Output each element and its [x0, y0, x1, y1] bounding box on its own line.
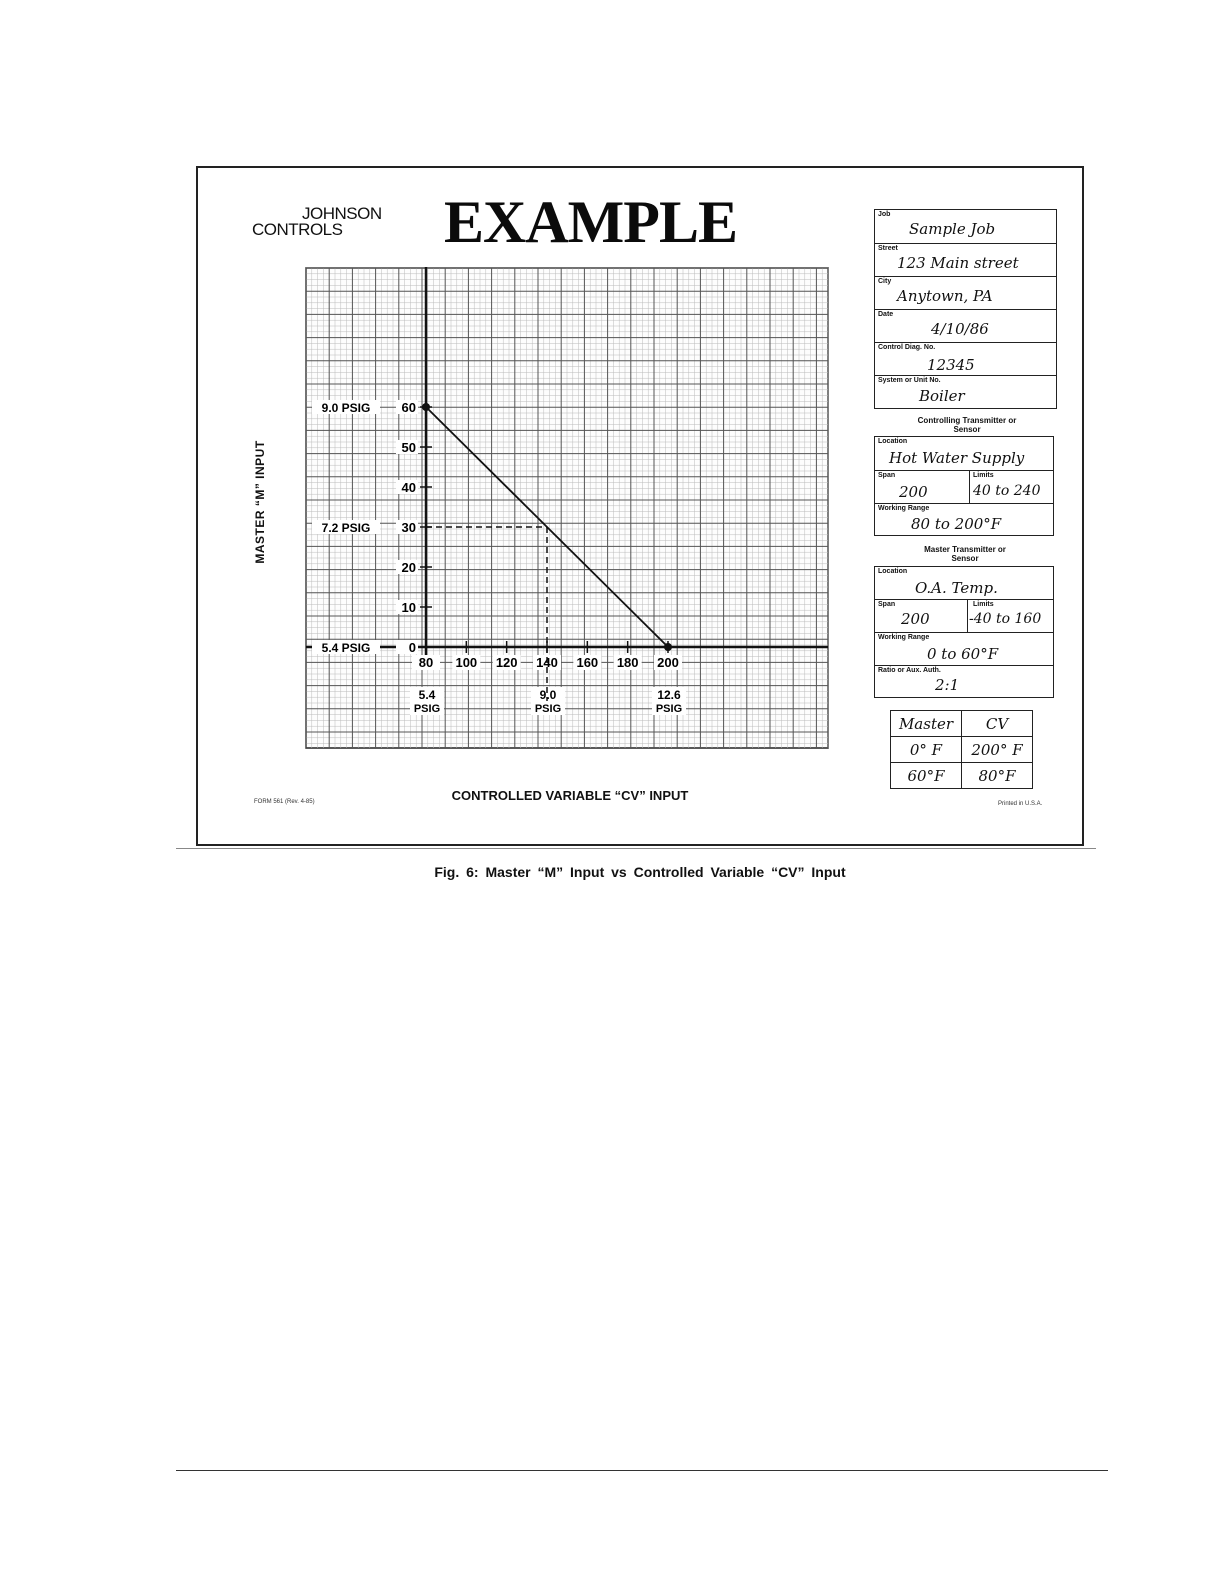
reset-chart	[250, 262, 840, 762]
ct-limits-value: 40 to 240	[973, 483, 1041, 499]
y-tick-label: 10	[401, 600, 416, 615]
y-tick-label: 40	[401, 480, 416, 495]
mt-limits-value: -40 to 160	[969, 611, 1042, 627]
x-psig-value: 9.0	[539, 688, 557, 702]
table-header-cv: CV	[962, 711, 1033, 737]
table-cell: 80°F	[962, 763, 1033, 789]
data-point	[422, 403, 430, 411]
form-number: FORM 561 (Rev. 4-85)	[254, 799, 315, 805]
divider	[176, 848, 1096, 849]
job-label: Job	[878, 211, 891, 218]
footer-rule	[176, 1470, 1108, 1471]
diagram-number-value: 12345	[927, 356, 975, 374]
x-tick-label: 180	[616, 655, 639, 670]
example-title: EXAMPLE	[444, 189, 737, 255]
x-psig-value: 5.4	[418, 688, 436, 702]
y-psig-label: 7.2 PSIG	[321, 521, 371, 535]
x-tick-label: 120	[495, 655, 518, 670]
mt-ratio-value: 2:1	[935, 676, 960, 694]
x-tick-label: 200	[657, 655, 679, 670]
master-transmitter-box	[874, 566, 1054, 698]
figure-caption: Fig. 6: Master “M” Input vs Controlled Variable “CV” Input	[434, 864, 846, 880]
x-tick-label: 140	[536, 655, 558, 670]
date-value: 4/10/86	[931, 320, 989, 338]
x-psig-unit: PSIG	[413, 703, 441, 715]
table-header-master: Master	[891, 711, 962, 737]
y-psig-label: 9.0 PSIG	[321, 401, 371, 415]
job-info-box	[874, 209, 1057, 409]
ct-location-cell	[875, 437, 1053, 471]
street-value: 123 Main street	[897, 254, 1019, 272]
controlling-transmitter-title: Controlling Transmitter or Sensor	[917, 416, 1017, 434]
ct-limits-label: Limits	[973, 472, 994, 479]
x-psig-unit: PSIG	[655, 703, 683, 715]
ct-span-cell	[875, 471, 1053, 504]
y-tick-label: 20	[401, 560, 416, 575]
x-tick-label: 160	[576, 655, 599, 670]
street-label: Street	[878, 245, 898, 252]
mt-location-cell	[875, 567, 1053, 600]
x-psig-unit: PSIG	[534, 703, 562, 715]
street-cell	[875, 244, 1056, 277]
table-row	[891, 763, 1033, 789]
city-cell	[875, 277, 1056, 310]
mt-working-range-cell	[875, 633, 1053, 666]
system-label: System or Unit No.	[878, 377, 941, 384]
y-axis-label: MASTER “M” INPUT	[253, 440, 267, 564]
ct-working-range-cell	[875, 504, 1053, 535]
table-cell: 0° F	[891, 737, 962, 763]
job-value: Sample Job	[909, 220, 996, 238]
mt-span-label: Span	[878, 601, 896, 608]
mt-ratio-cell	[875, 666, 1053, 697]
data-point	[664, 643, 672, 651]
table-cell: 60°F	[891, 763, 962, 789]
system-cell	[875, 376, 1056, 408]
y-psig-label: 5.4 PSIG	[321, 641, 371, 655]
ct-location-value: Hot Water Supply	[889, 449, 1025, 467]
x-tick-label: 80	[418, 655, 434, 670]
mt-working-range-label: Working Range	[878, 634, 930, 641]
mt-location-label: Location	[878, 568, 908, 575]
controlling-transmitter-box	[874, 436, 1054, 536]
mt-location-value: O.A. Temp.	[915, 579, 998, 597]
logo-line-1: JOHNSON	[302, 204, 382, 223]
date-cell	[875, 310, 1056, 343]
ct-span-label: Span	[878, 472, 896, 479]
y-tick-label: 30	[401, 520, 416, 535]
x-tick-label: 100	[455, 655, 478, 670]
logo-line-2: CONTROLS	[252, 220, 343, 239]
mt-ratio-label: Ratio or Aux. Auth.	[878, 667, 941, 674]
ct-location-label: Location	[878, 438, 908, 445]
x-axis-label: CONTROLLED VARIABLE “CV” INPUT	[451, 788, 689, 803]
mt-span-value: 200	[901, 610, 930, 628]
mt-limits-label: Limits	[973, 601, 994, 608]
city-value: Anytown, PA	[897, 287, 993, 305]
diagram-number-cell	[875, 343, 1056, 376]
ct-working-range-value: 80 to 200°F	[911, 515, 1002, 533]
table-row	[891, 711, 1033, 737]
johnson-controls-logo	[252, 204, 412, 244]
mt-divider	[967, 600, 968, 633]
reset-schedule-table	[890, 710, 1033, 789]
table-cell: 200° F	[962, 737, 1033, 763]
job-cell	[875, 210, 1056, 244]
diagram-number-label: Control Diag. No.	[878, 344, 936, 351]
mt-span-cell	[875, 600, 1053, 633]
city-label: City	[878, 278, 892, 285]
ct-divider	[969, 471, 970, 504]
system-value: Boiler	[919, 387, 965, 405]
date-label: Date	[878, 311, 894, 318]
mt-working-range-value: 0 to 60°F	[927, 645, 999, 663]
ct-span-value: 200	[899, 483, 928, 501]
y-tick-label: 60	[401, 400, 416, 415]
printed-note: Printed in U.S.A.	[998, 801, 1043, 807]
x-psig-value: 12.6	[657, 688, 681, 702]
ct-working-range-label: Working Range	[878, 505, 930, 512]
table-row	[891, 737, 1033, 763]
master-transmitter-title: Master Transmitter or Sensor	[924, 545, 1006, 563]
y-tick-label: 50	[401, 440, 416, 455]
y-tick-label: 0	[408, 640, 416, 655]
